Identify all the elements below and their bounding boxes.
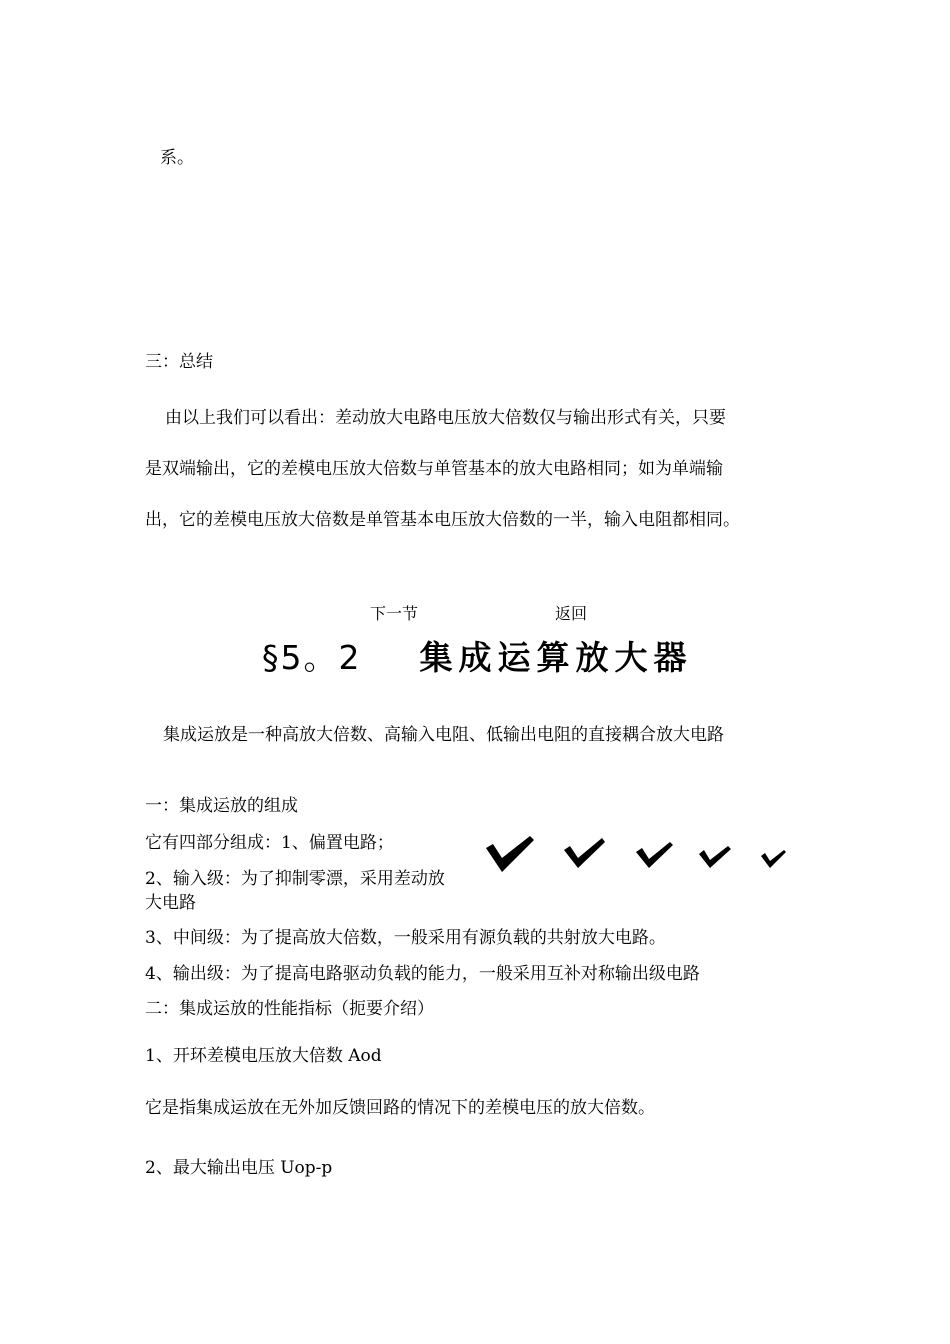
next-section-link[interactable]: 下一节 (370, 604, 419, 623)
text-line: 2、输入级：为了抑制零漂，采用差动放 (145, 869, 445, 889)
text-line: 4、输出级：为了提高电路驱动负载的能力，一般采用互补对称输出级电路 (145, 964, 700, 984)
checkmark-icon (564, 838, 605, 868)
section-number: §5。2 (262, 638, 362, 677)
heading-summary: 三：总结 (145, 352, 213, 372)
section-title-text: 集成运算放大器 (419, 638, 693, 677)
text-line: 由以上我们可以看出：差动放大电路电压放大倍数仅与输出形式有关，只要 (165, 408, 726, 428)
heading-performance: 二：集成运放的性能指标（扼要介绍） (145, 999, 434, 1019)
text-line: 系。 (160, 148, 194, 168)
checkmark-icon (486, 836, 534, 872)
back-link[interactable]: 返回 (555, 604, 588, 623)
text-line: 大电路 (145, 893, 196, 913)
checkmark-icon (699, 846, 731, 868)
section-title (262, 638, 693, 678)
checkmark-icon (636, 842, 673, 868)
text-line: 出，它的差模电压放大倍数是单管基本电压放大倍数的一半，输入电阻都相同。 (145, 510, 740, 530)
heading-composition: 一：集成运放的组成 (145, 796, 298, 816)
checkmark-icon (761, 850, 786, 868)
text-line: 集成运放是一种高放大倍数、高输入电阻、低输出电阻的直接耦合放大电路 (163, 725, 724, 745)
text-line: 2、最大输出电压 Uop-p (145, 1158, 333, 1178)
checkmark-row (484, 834, 804, 876)
text-line: 1、开环差模电压放大倍数 Aod (145, 1046, 382, 1066)
text-line: 它有四部分组成：1、偏置电路； (145, 833, 394, 853)
text-line: 它是指集成运放在无外加反馈回路的情况下的差模电压的放大倍数。 (145, 1098, 655, 1118)
text-line: 3、中间级：为了提高放大倍数，一般采用有源负载的共射放大电路。 (145, 928, 666, 948)
text-line: 是双端输出，它的差模电压放大倍数与单管基本的放大电路相同；如为单端输 (145, 459, 723, 479)
